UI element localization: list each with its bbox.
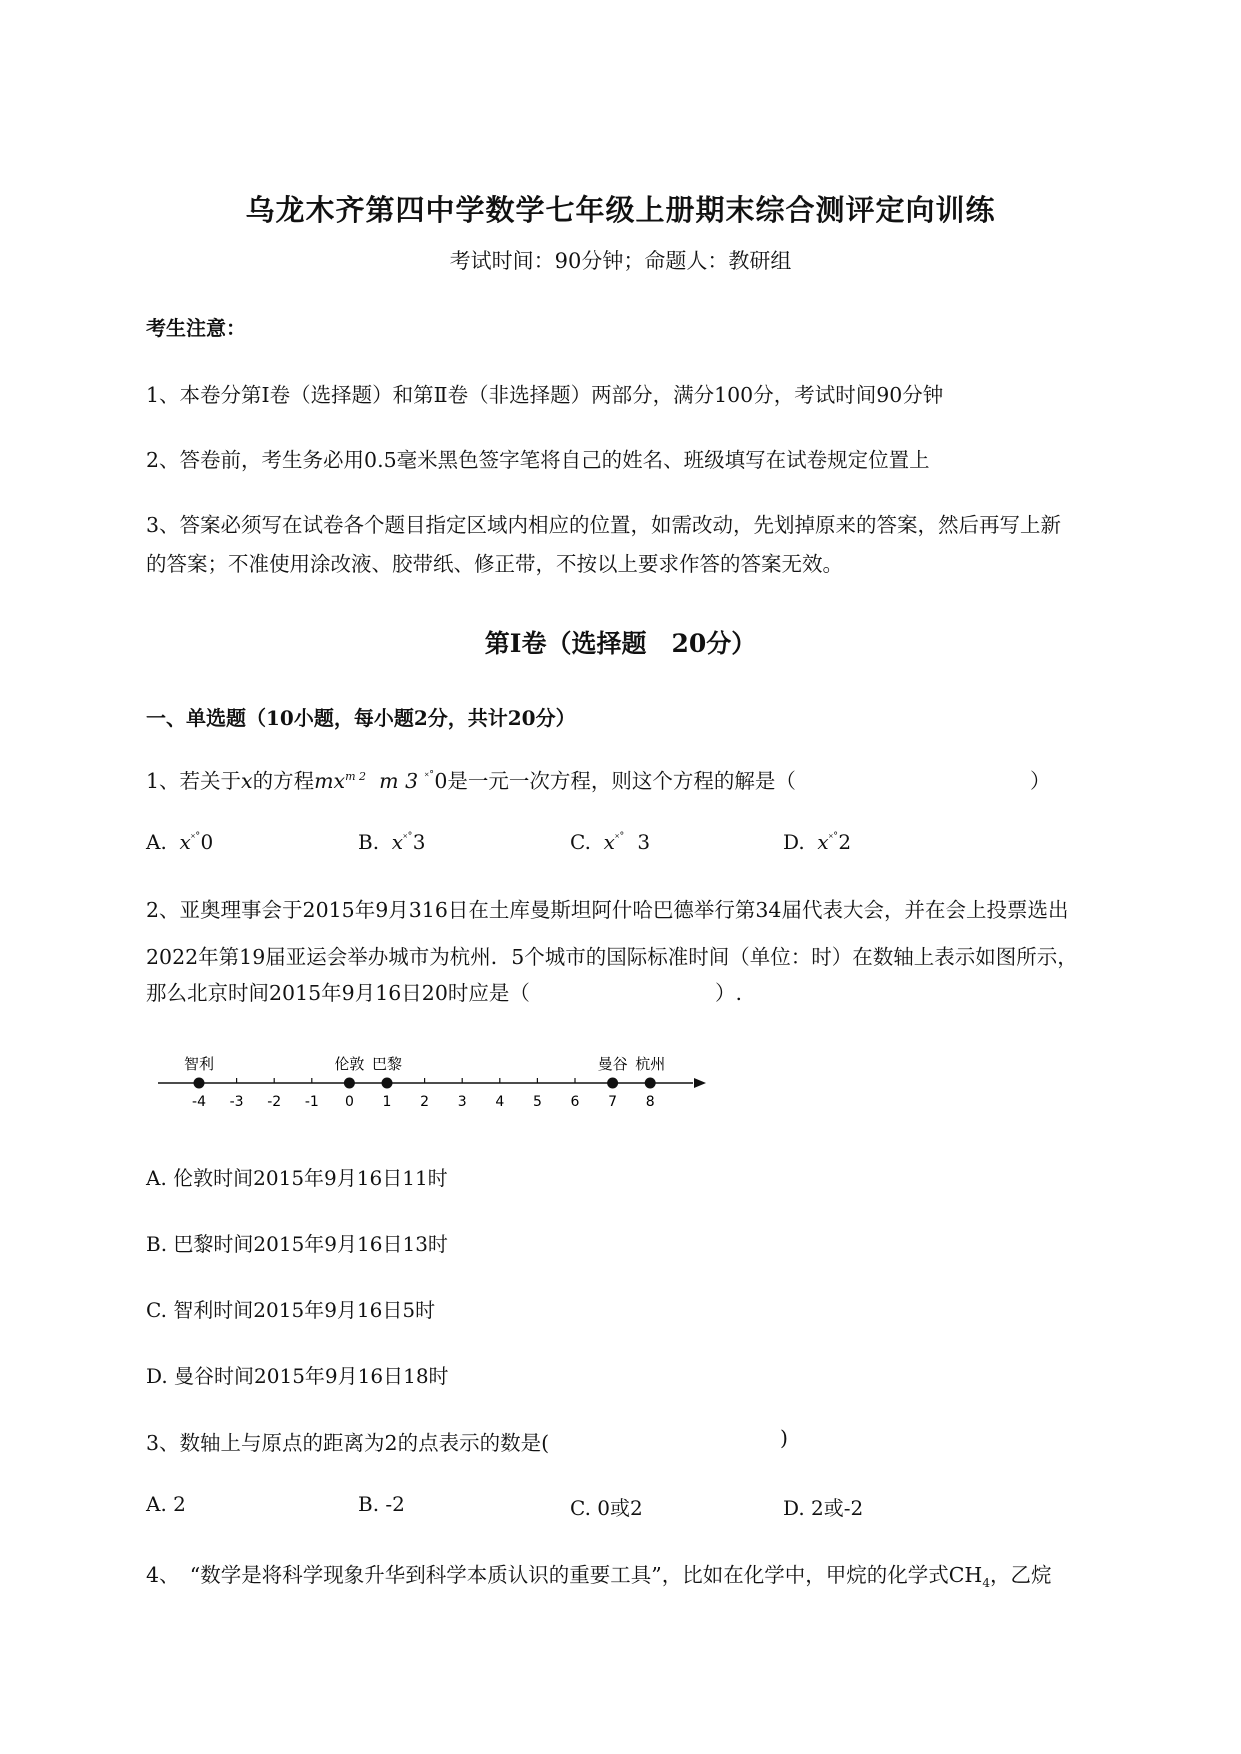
q1-eq-m: mx <box>314 769 346 793</box>
question-4: 4、 “数学是将科学现象升华到科学本质认识的重要工具”，比如在化学中，甲烷的化学式$CH_4$，乙烷 <box>146 1563 1052 1591</box>
number-line-arrow <box>694 1078 706 1088</box>
axis-tick-label: 5 <box>532 1094 542 1110</box>
axis-tick-label: -1 <box>304 1094 319 1110</box>
q1-option-b: B. x˟˚3 <box>358 830 426 854</box>
city-label: 巴黎 <box>371 1055 403 1073</box>
axis-tick-label: 0 <box>344 1094 354 1110</box>
notice-title: 考生注意： <box>146 316 246 340</box>
notice-item-2: 2、答卷前，考生务必用0.5毫米黑色签字笔将自己的姓名、班级填写在试卷规定位置上 <box>146 448 930 472</box>
q2-line-1: 2、亚奥理事会于2015年9月316日在土库曼斯坦阿什哈巴德举行第34届代表大会，并在会上投票选出 <box>146 898 1069 922</box>
city-point <box>382 1078 393 1089</box>
subsection-title: 一、单选题（10小题，每小题2分，共计20分） <box>146 706 576 730</box>
city-point <box>344 1078 355 1089</box>
q3-option-b: B. -2 <box>358 1492 405 1516</box>
axis-tick-label: 1 <box>382 1094 392 1110</box>
number-line-figure <box>140 1040 720 1120</box>
q1-option-a: A. x˟˚0 <box>146 830 214 854</box>
city-point <box>607 1078 618 1089</box>
q3-option-a: A. 2 <box>146 1492 186 1516</box>
axis-tick-label: 8 <box>645 1094 655 1110</box>
q1-eq-exp: m 2 <box>345 770 367 784</box>
city-label: 杭州 <box>635 1055 666 1073</box>
q1-var: x <box>241 769 253 793</box>
axis-tick-label: 4 <box>495 1094 505 1110</box>
city-label: 伦敦 <box>334 1055 365 1073</box>
section-title: 第Ⅰ卷（选择题 20分） <box>484 629 757 658</box>
q1-suffix: 是一元一次方程，则这个方程的解是（ <box>447 769 796 793</box>
city-point <box>194 1078 205 1089</box>
q1-prefix: 1、若关于 <box>146 769 242 793</box>
q2-line-2: 2022年第19届亚运会举办城市为杭州．5个城市的国际标准时间（单位：时）在数轴上表示如图所示， <box>146 945 1078 969</box>
q3-close: ) <box>780 1426 788 1450</box>
axis-tick-label: 6 <box>570 1094 580 1110</box>
q2-line-3: 那么北京时间2015年9月16日20时应是（ <box>146 981 530 1005</box>
q1-eq-rest: m 3 <box>379 769 425 793</box>
question-3: 3、数轴上与原点的距离为2的点表示的数是( <box>146 1431 550 1455</box>
notice-item-3-cont: 的答案；不准使用涂改液、胶带纸、修正带，不按以上要求作答的答案无效。 <box>146 552 843 576</box>
exam-info: 考试时间：90分钟；命题人：教研组 <box>449 249 792 273</box>
q3-option-d: D. 2或-2 <box>783 1496 864 1520</box>
q2-option-d: D. 曼谷时间2015年9月16日18时 <box>146 1364 449 1388</box>
q1-mid: 的方程 <box>252 769 315 793</box>
q1-option-c: C. x˟˚ 3 <box>570 830 651 854</box>
axis-tick-label: 7 <box>608 1094 618 1110</box>
axis-tick-label: 2 <box>420 1094 430 1110</box>
q1-eq-sign: ˟˚ <box>424 770 435 784</box>
axis-tick-label: -4 <box>192 1094 206 1110</box>
q2-option-b: B. 巴黎时间2015年9月16日13时 <box>146 1232 448 1256</box>
axis-tick-label: 3 <box>457 1094 467 1110</box>
axis-tick-label: -2 <box>267 1094 282 1110</box>
city-label: 智利 <box>183 1055 215 1073</box>
q3-option-c: C. 0或2 <box>570 1496 643 1520</box>
q2-option-a: A. 伦敦时间2015年9月16日11时 <box>146 1166 448 1190</box>
notice-item-3: 3、答案必须写在试卷各个题目指定区域内相应的位置，如需改动，先划掉原来的答案，然后再写上新 <box>146 513 1062 537</box>
q2-option-c: C. 智利时间2015年9月16日5时 <box>146 1298 436 1322</box>
q1-close: ） <box>1030 769 1051 793</box>
city-label: 曼谷 <box>597 1055 628 1073</box>
notice-item-1: 1、本卷分第Ⅰ卷（选择题）和第Ⅱ卷（非选择题）两部分，满分100分，考试时间90分钟 <box>146 383 944 407</box>
page-title: 乌龙木齐第四中学数学七年级上册期末综合测评定向训练 <box>245 193 996 227</box>
axis-tick-label: -3 <box>229 1094 244 1110</box>
q1-option-d: D. x˟˚2 <box>783 830 852 854</box>
q2-close: ）. <box>715 981 743 1005</box>
question-1 <box>146 764 796 794</box>
city-point <box>645 1078 656 1089</box>
q1-eq-zero: 0 <box>434 769 448 793</box>
